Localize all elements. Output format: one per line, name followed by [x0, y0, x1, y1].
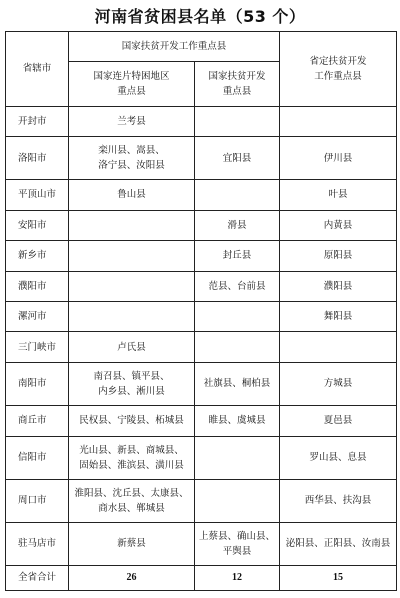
city-cell: 漯河市 [6, 302, 69, 332]
national-county-line: 社旗县、桐柏县 [203, 378, 271, 390]
national-county-cell [195, 436, 280, 479]
header-provincial-line2: 工作重点县 [314, 70, 362, 82]
special-county-cell [69, 479, 195, 522]
provincial-county-cell [280, 180, 397, 210]
header-special-line1: 国家连片特困地区 [93, 71, 170, 83]
table-row [6, 406, 397, 436]
national-county-line: 范县、台前县 [208, 280, 266, 292]
table-row [6, 362, 397, 405]
national-county-cell [195, 479, 280, 522]
provincial-county-cell [280, 302, 397, 332]
total-label: 全省合计 [6, 565, 69, 590]
city-cell: 濮阳市 [6, 271, 69, 301]
special-county-cell [69, 302, 195, 332]
table-row [6, 522, 397, 565]
special-county-cell [69, 210, 195, 240]
table-row [6, 479, 397, 522]
provincial-county-cell [280, 436, 397, 479]
header-special [69, 62, 195, 106]
special-county-line: 鲁山县 [117, 189, 146, 201]
national-county-cell [195, 332, 280, 362]
provincial-county-line: 方城县 [323, 378, 353, 390]
special-county-line: 内乡县、淅川县 [98, 385, 165, 397]
special-county-line: 民权县、宁陵县、柘城县 [79, 415, 184, 427]
city-cell: 商丘市 [6, 406, 69, 436]
special-county-line: 光山县、新县、商城县、 [79, 444, 184, 456]
city-cell: 南阳市 [6, 362, 69, 405]
national-county-cell [195, 362, 280, 405]
national-county-line: 封丘县 [222, 250, 252, 262]
table-row [6, 332, 397, 362]
provincial-county-line: 夏邑县 [323, 415, 353, 427]
provincial-county-cell [280, 210, 397, 240]
special-county-cell [69, 522, 195, 565]
special-county-cell [69, 406, 195, 436]
provincial-county-line: 罗山县、息县 [309, 452, 367, 464]
special-county-line: 卢氏县 [117, 341, 146, 353]
provincial-county-cell [280, 106, 397, 136]
special-county-cell [69, 271, 195, 301]
provincial-county-line: 泌阳县、正阳县、汝南县 [285, 538, 391, 550]
provincial-county-cell [280, 406, 397, 436]
city-cell: 开封市 [6, 106, 69, 136]
national-county-line: 睢县、虞城县 [208, 415, 266, 427]
table-row [6, 436, 397, 479]
page-title: 河南省贫困县名单（53 个） [94, 7, 306, 26]
special-county-cell [69, 106, 195, 136]
national-county-cell [195, 522, 280, 565]
header-national-line2: 重点县 [222, 86, 252, 98]
header-national-group: 国家扶贫开发工作重点县 [69, 32, 280, 62]
provincial-county-line: 舞阳县 [323, 311, 353, 323]
national-county-line: 滑县 [227, 219, 247, 231]
table-row [6, 106, 397, 136]
header-national [195, 62, 280, 106]
national-county-cell [195, 137, 280, 180]
special-county-line: 淮阳县、沈丘县、太康县、 [74, 487, 189, 499]
special-county-line: 栾川县、嵩县、 [98, 145, 165, 157]
special-county-cell [69, 241, 195, 271]
special-county-line: 商水县、郸城县 [98, 502, 165, 514]
provincial-county-line: 伊川县 [323, 152, 353, 164]
header-city: 省辖市 [6, 32, 69, 107]
provincial-county-cell [280, 362, 397, 405]
total-row [6, 565, 397, 590]
table-row [6, 210, 397, 240]
city-cell: 驻马店市 [6, 522, 69, 565]
national-county-line: 平舆县 [222, 545, 252, 557]
total-national-count: 12 [195, 565, 280, 590]
table-row [6, 241, 397, 271]
national-county-line: 上蔡县、确山县、 [199, 530, 276, 542]
special-county-cell [69, 332, 195, 362]
national-county-cell [195, 406, 280, 436]
header-special-line2: 重点县 [117, 86, 146, 98]
city-cell: 洛阳市 [6, 137, 69, 180]
provincial-county-line: 濮阳县 [323, 280, 353, 292]
provincial-county-line: 叶县 [328, 189, 348, 201]
provincial-county-cell [280, 522, 397, 565]
provincial-county-cell [280, 332, 397, 362]
provincial-county-cell [280, 271, 397, 301]
city-cell: 安阳市 [6, 210, 69, 240]
table-row [6, 302, 397, 332]
provincial-county-cell [280, 479, 397, 522]
special-county-cell [69, 137, 195, 180]
national-county-cell [195, 271, 280, 301]
provincial-county-line: 内黄县 [323, 219, 353, 231]
provincial-county-line: 原阳县 [323, 250, 353, 262]
special-county-cell [69, 362, 195, 405]
national-county-cell [195, 302, 280, 332]
national-county-cell [195, 241, 280, 271]
special-county-cell [69, 436, 195, 479]
table-row [6, 137, 397, 180]
city-cell: 新乡市 [6, 241, 69, 271]
national-county-line: 宜阳县 [222, 152, 252, 164]
header-national-line1: 国家扶贫开发 [208, 71, 266, 83]
city-cell: 三门峡市 [6, 332, 69, 362]
national-county-cell [195, 106, 280, 136]
table-row [6, 271, 397, 301]
special-county-line: 洛宁县、汝阳县 [98, 160, 165, 172]
city-cell: 周口市 [6, 479, 69, 522]
special-county-line: 南召县、镇平县、 [93, 370, 170, 382]
national-county-cell [195, 180, 280, 210]
special-county-line: 固始县、淮滨县、潢川县 [79, 459, 184, 471]
poverty-county-table [5, 31, 397, 591]
provincial-county-cell [280, 241, 397, 271]
header-provincial [280, 32, 397, 107]
provincial-county-line: 西华县、扶沟县 [304, 495, 372, 507]
total-special-count: 26 [69, 565, 195, 590]
header-provincial-line1: 省定扶贫开发 [309, 55, 367, 67]
special-county-line: 新蔡县 [117, 538, 146, 550]
table-row [6, 180, 397, 210]
total-provincial-count: 15 [280, 565, 397, 590]
national-county-cell [195, 210, 280, 240]
special-county-cell [69, 180, 195, 210]
special-county-line: 兰考县 [117, 115, 146, 127]
provincial-county-cell [280, 137, 397, 180]
city-cell: 信阳市 [6, 436, 69, 479]
city-cell: 平顶山市 [6, 180, 69, 210]
